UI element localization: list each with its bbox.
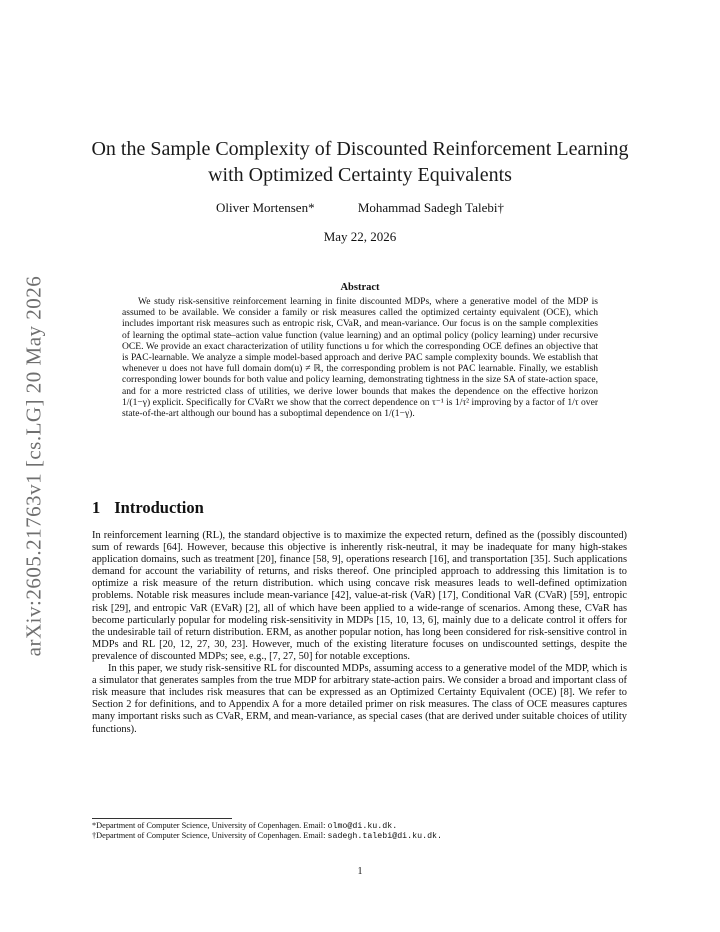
author-list bbox=[90, 200, 630, 216]
section-number: 1 bbox=[92, 498, 101, 517]
footnote-rule bbox=[92, 818, 232, 819]
arxiv-sidebar-id bbox=[14, 256, 54, 676]
paper-date: May 22, 2026 bbox=[323, 229, 397, 244]
page-number: 1 bbox=[357, 866, 363, 877]
footnote-text: †Department of Computer Science, University of Copenhagen. Email: bbox=[92, 831, 328, 840]
abstract-heading: Abstract bbox=[340, 282, 380, 293]
body-text bbox=[92, 530, 627, 736]
footnote bbox=[92, 831, 632, 842]
paragraph: In this paper, we study risk-sensitive RL for discounted MDPs, assuming access to a generative model of the MDP, which is a simulator that generates samples from the true MDP for arbitrary state-action pairs. We consider a broad and important class of risk measure that includes risk measures that can be expressed as an Optimized Certainty Equivalent (OCE) [8]. We refer to Section 2 for definitions, and to Appendix A for a more detailed primer on risk measures. The class of OCE measures captures many important risks such as CVaR, ERM, and mean-variance, as special cases (that are derived under suitable choices of utility functions). bbox=[92, 663, 627, 735]
footnote-email-link[interactable]: olmo@di.ku.dk. bbox=[327, 822, 398, 831]
author-name: Mohammad Sadegh Talebi† bbox=[357, 200, 504, 215]
section-heading bbox=[92, 498, 204, 518]
arxiv-id-text: arXiv:2605.21763v1 [cs.LG] 20 May 2026 bbox=[21, 275, 46, 657]
paragraph: In reinforcement learning (RL), the standard objective is to maximize the expected return, defined as the (possibly discounted) sum of rewards [64]. However, because this objective is inherently risk-neutral, it may be inadequate for many high-stakes application domains, such as treatment [20], finance [58, 9], operations research [16], and transportation [35]. Such applications demand for account the variability of returns, and risks thereof. One principled approach to addressing this limitation is to optimize a risk measure of the return distribution. which using concave risk measures leads to well-defined optimization problems. Notable risk measures include mean-variance [42], value-at-risk (VaR) [17], Conditional VaR (CVaR) [59], entropic risk [29], and entropic VaR (EVaR) [2], all of which have been applied to a wide-range of scenarios. Among these, CVaR has become particularly popular for modeling risk-sensitivity in MDPs [15, 10, 13, 6], mainly due to a delicate control it offers for the undesirable tail of return distribution. ERM, as another popular notion, has long been considered for risk-sensitive control in MDPs and RL [20, 12, 27, 30, 23]. However, much of the existing literature focuses on undiscounted settings, despite the prevalence of discounted MDPs; see, e.g., [7, 27, 50] for notable exceptions. bbox=[92, 530, 627, 662]
paper-title: On the Sample Complexity of Discounted Reinforcement Learning with Optimized Certainty Equivalents bbox=[91, 138, 629, 186]
footnote-text: *Department of Computer Science, University of Copenhagen. Email: bbox=[92, 821, 328, 830]
abstract-text: We study risk-sensitive reinforcement learning in finite discounted MDPs, where a generative model of the MDP is assumed to be available. We consider a family or risk measures called the optimized certainty equivalent (OCE), which includes important risk measures such as entropic risk, CVaR, and mean-variance. Our focus is on the sample complexities of learning the optimal state–action value function (value learning) and an optimal policy (policy learning) under recursive OCE. We provide an exact characterization of utility functions u for which the corresponding OCE defines an objective that is PAC-learnable. We analyze a simple model-based approach and derive PAC sample complexity bounds. We establish that whenever u does not have full domain dom(u) ≠ ℝ, the corresponding problem is not PAC learnable. Finally, we establish corresponding lower bounds for both value and policy learning, demonstrating tightness in the size SA of state-action space, and for a more restricted class of utilities, we derive lower bounds that makes the dependence on the effective horizon 1/(1−γ) explicit. Specifically for CVaRτ we show that the correct dependence on τ⁻¹ is 1/τ² improving by a factor of 1/τ over state-of-the-art although our bound has a suboptimal dependence on 1/(1−γ). bbox=[122, 296, 598, 420]
footnote-email-link[interactable]: sadegh.talebi@di.ku.dk. bbox=[327, 832, 443, 841]
author-name: Oliver Mortensen* bbox=[216, 200, 315, 215]
section-title: Introduction bbox=[114, 498, 204, 517]
